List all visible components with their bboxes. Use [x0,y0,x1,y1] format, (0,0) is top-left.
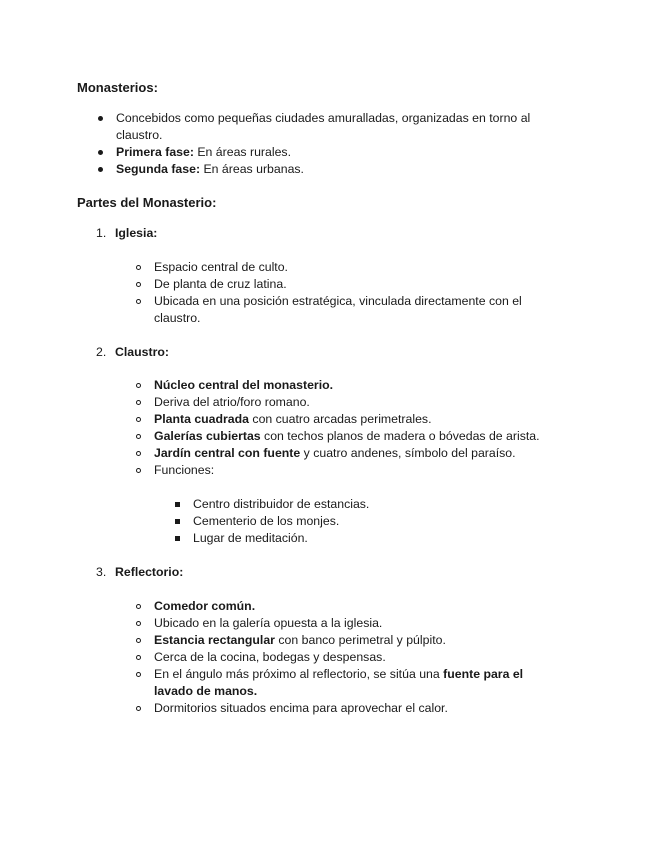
bullet-circle [136,299,141,304]
heading-partes: Partes del Monasterio: [77,195,217,210]
list-item: De planta de cruz latina. [154,277,287,291]
bullet-circle [136,655,141,660]
list-item-line: Ubicada en una posición estratégica, vinculada directamente con el [154,294,522,308]
list-item-line: En el ángulo más próximo al reflectorio, se sitúa una fuente para el [154,667,524,681]
list-item: Núcleo central del monasterio. [154,378,334,392]
list-item: Ubicado en la galería opuesta a la iglesia. [154,616,383,630]
bullet-circle [136,604,141,609]
list-item-line: lavado de manos. [154,684,258,698]
section-title-iglesia: Iglesia: [115,226,158,240]
list-item: Lugar de meditación. [193,531,308,545]
list-item: Comedor común. [154,599,256,613]
bullet-disc [98,167,103,172]
list-item: Centro distribuidor de estancias. [193,497,370,511]
bullet-circle [136,451,141,456]
bullet-circle [136,706,141,711]
bullet-circle [136,400,141,405]
bullet-circle [136,621,141,626]
list-item: Deriva del atrio/foro romano. [154,395,310,409]
list-item: Dormitorios situados encima para aprovechar el calor. [154,701,448,715]
bullet-circle [136,638,141,643]
list-item: Espacio central de culto. [154,260,288,274]
bullet-square [175,519,180,524]
list-item: Funciones: [154,463,215,477]
bullet-circle [136,672,141,677]
section-title-reflectorio: Reflectorio: [115,565,184,579]
bullet-disc [98,150,103,155]
list-item: Estancia rectangular con banco perimetral y púlpito. [154,633,446,647]
bullet-square [175,536,180,541]
list-number: 3. [96,565,107,579]
list-item-line: claustro. [116,128,163,142]
list-item: Segunda fase: En áreas urbanas. [116,162,304,176]
list-number: 2. [96,345,107,359]
bullet-disc [98,116,103,121]
bullet-circle [136,468,141,473]
bullet-circle [136,434,141,439]
list-item: Planta cuadrada con cuatro arcadas perimetrales. [154,412,432,426]
list-item-line: claustro. [154,311,201,325]
heading-monasterios: Monasterios: [77,80,158,95]
list-item: Cerca de la cocina, bodegas y despensas. [154,650,386,664]
list-number: 1. [96,226,107,240]
bullet-square [175,502,180,507]
list-item: Galerías cubiertas con techos planos de madera o bóvedas de arista. [154,429,540,443]
list-item: Cementerio de los monjes. [193,514,340,528]
bullet-circle [136,265,141,270]
section-title-claustro: Claustro: [115,345,169,359]
list-item-line: Concebidos como pequeñas ciudades amuralladas, organizadas en torno al [116,111,531,125]
bullet-circle [136,383,141,388]
bullet-circle [136,282,141,287]
bullet-circle [136,417,141,422]
list-item: Primera fase: En áreas rurales. [116,145,291,159]
list-item: Jardín central con fuente y cuatro andenes, símbolo del paraíso. [154,446,516,460]
